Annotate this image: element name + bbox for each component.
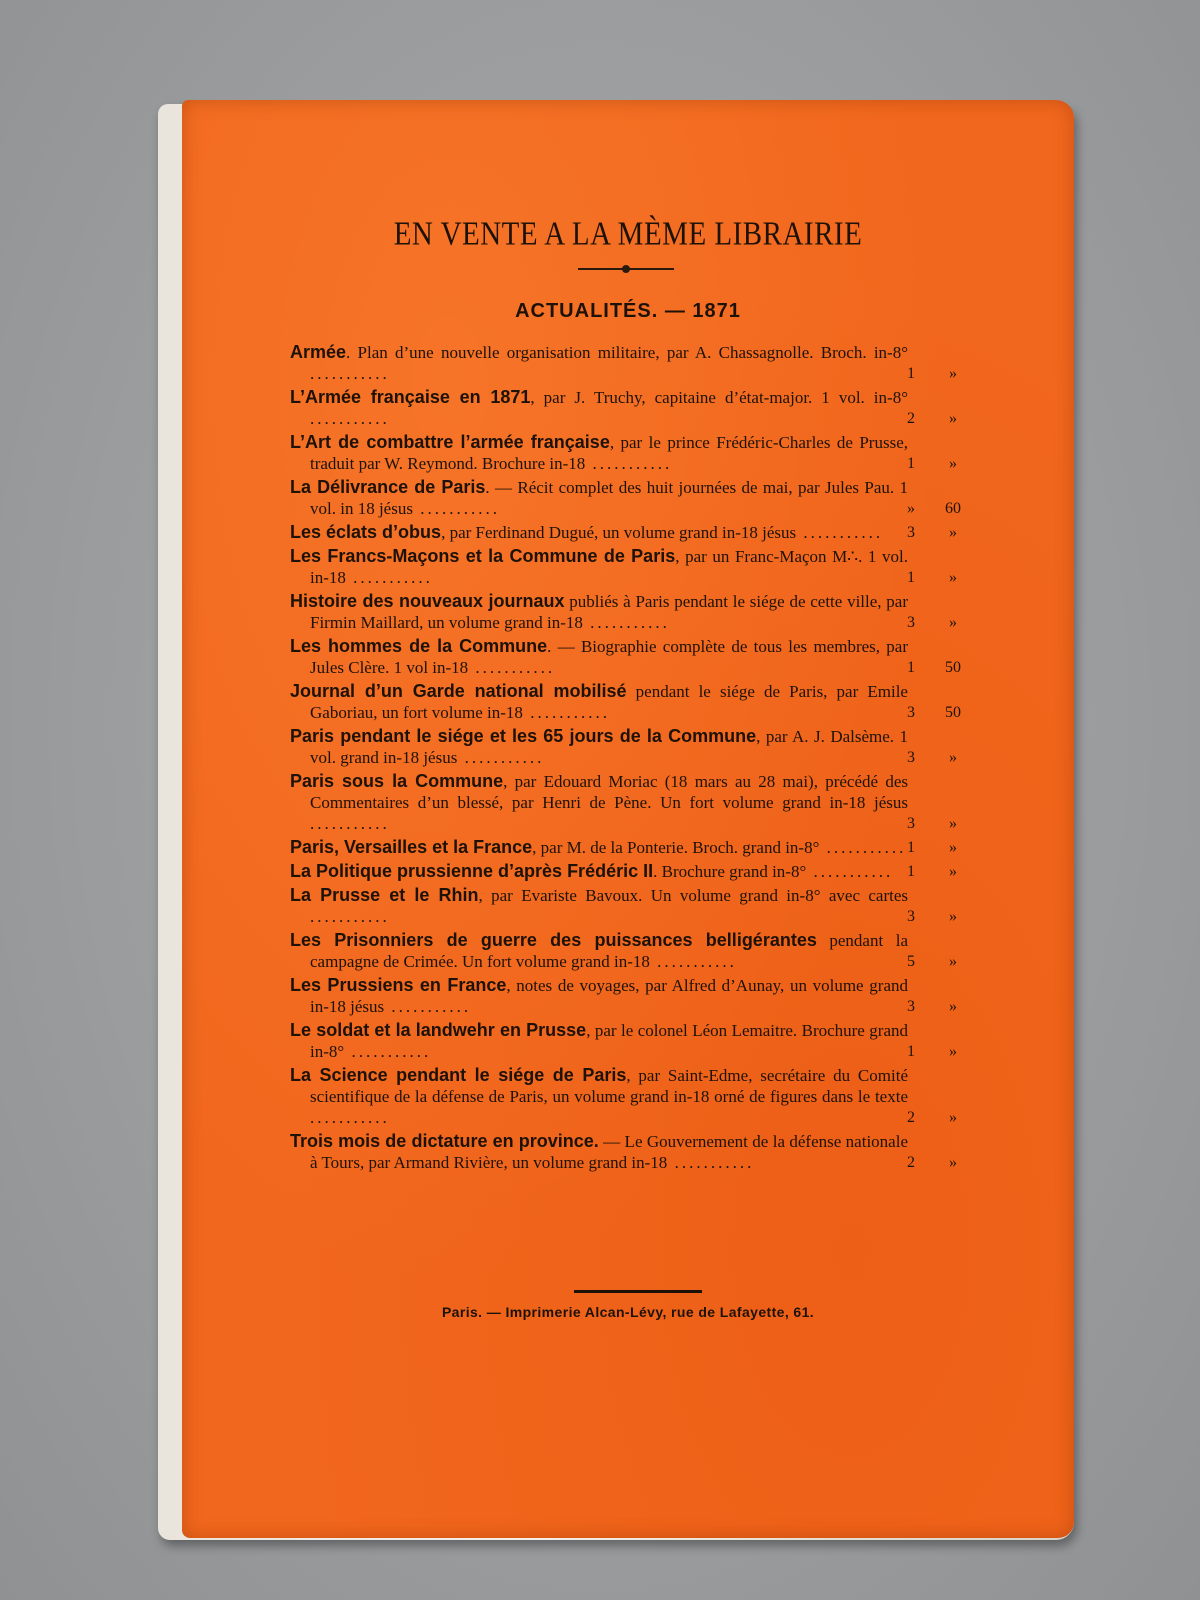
entry-description (290, 1020, 908, 1062)
entry-price (894, 453, 970, 474)
entry-description (290, 837, 908, 858)
entry-text: , par Evariste Bavoux. Un volume grand in-8° avec cartes (478, 886, 908, 905)
entry-price (894, 996, 970, 1017)
entry-text: pendant la campagne de Crimée. Un fort volume grand in-18 (310, 931, 908, 971)
leader-dots: ........... (384, 997, 472, 1016)
price-francs: 2 (907, 1154, 915, 1171)
entry-text: , par un Franc-Maçon M∴. 1 vol. in-18 (310, 547, 908, 587)
entry-price (894, 657, 970, 678)
entry-title: L’Armée française en 1871 (290, 387, 531, 407)
entry-description (290, 636, 908, 678)
price-francs: 1 (907, 365, 915, 382)
leader-dots: ........... (468, 658, 556, 677)
entry-text: , notes de voyages, par Alfred d’Aunay, un volume grand in-18 jésus (310, 976, 908, 1016)
entry-text: , par Saint-Edme, secrétaire du Comité scientifique de la défense de Paris, un volume grand in-18 orné de figures dans le texte (310, 1066, 908, 1106)
entry-price (894, 1152, 970, 1173)
entry-title: Le soldat et la landwehr en Prusse (290, 1020, 587, 1040)
price-centimes: » (949, 815, 957, 832)
price-francs: 3 (907, 704, 915, 721)
entry-title: Journal d’un Garde national mobilisé (290, 681, 627, 701)
entry-title: Paris pendant le siége et les 65 jours de la Commune (290, 726, 757, 746)
leader-dots: ........... (819, 838, 907, 857)
catalogue-entry (290, 930, 970, 972)
price-francs: » (907, 500, 915, 517)
leader-dots: ........... (522, 703, 610, 722)
entry-price (894, 1041, 970, 1062)
catalogue-entry (290, 1065, 970, 1128)
catalogue-entry (290, 387, 970, 429)
price-centimes: » (949, 749, 957, 766)
entry-title: Trois mois de dictature en province. (290, 1131, 599, 1151)
price-francs: 1 (907, 659, 915, 676)
printer-imprint: Paris. — Imprimerie Alcan-Lévy, rue de Lafayette, 61. (441, 1304, 815, 1320)
entry-text: — Le Gouvernement de la défense nationale à Tours, par Armand Rivière, un volume grand in-18 (310, 1132, 908, 1172)
leader-dots: ........... (310, 364, 390, 383)
entry-description (290, 1065, 908, 1128)
entry-text: , par Edouard Moriac (18 mars au 28 mai), précédé des Commentaires d’un blessé, par Henri de Pène. Un fort volume grand in-18 jésus (310, 772, 908, 812)
entry-text: , par M. de la Ponterie. Broch. grand in-8° (532, 838, 820, 857)
entry-price (894, 951, 970, 972)
entry-description (290, 930, 908, 972)
leader-dots: ........... (412, 499, 500, 518)
catalogue-entry (290, 591, 970, 633)
entry-text: . Plan d’une nouvelle organisation militaire, par A. Chassagnolle. Broch. in-8° (346, 343, 908, 362)
entry-description (290, 342, 908, 384)
entry-description (290, 387, 908, 429)
price-centimes: 50 (945, 704, 961, 721)
entry-title: Les Prisonniers de guerre des puissances belligérantes (290, 930, 817, 950)
entry-title: La Délivrance de Paris (290, 477, 486, 497)
book-back-cover (182, 100, 1074, 1538)
price-centimes: » (949, 524, 957, 541)
entry-description (290, 885, 908, 927)
leader-dots: ........... (310, 814, 390, 833)
entry-title: Les Prussiens en France (290, 975, 507, 995)
entry-price (894, 702, 970, 723)
catalogue-entry (290, 885, 970, 927)
leader-dots: ........... (585, 454, 673, 473)
price-francs: 3 (907, 524, 915, 541)
price-francs: 2 (907, 1109, 915, 1126)
price-centimes: » (949, 1154, 957, 1171)
catalogue-entry (290, 681, 970, 723)
entry-price (894, 813, 970, 834)
price-centimes: 60 (945, 500, 961, 517)
entry-description (290, 681, 908, 723)
price-centimes: » (949, 839, 957, 856)
entry-title: Paris sous la Commune (290, 771, 504, 791)
footer-rule (574, 1290, 702, 1293)
price-francs: 3 (907, 614, 915, 631)
price-centimes: » (949, 1109, 957, 1126)
entry-title: Armée (290, 342, 347, 362)
price-centimes: » (949, 998, 957, 1015)
entry-description (290, 771, 908, 834)
leader-dots: ........... (582, 613, 670, 632)
price-centimes: » (949, 410, 957, 427)
entry-price (894, 522, 970, 543)
entry-title: La Science pendant le siége de Paris (290, 1065, 627, 1085)
catalogue-entry (290, 522, 970, 543)
entry-title: Paris, Versailles et la France (290, 837, 533, 857)
leader-dots: ........... (344, 1042, 432, 1061)
catalogue-entry (290, 1020, 970, 1062)
entry-description (290, 591, 908, 633)
section-heading: ACTUALITÉS. — 1871 (515, 300, 741, 322)
price-francs: 5 (907, 953, 915, 970)
entry-description (290, 1131, 908, 1173)
price-francs: 1 (907, 1043, 915, 1060)
entry-text: . — Biographie complète de tous les membres, par Jules Clère. 1 vol in-18 (310, 637, 908, 677)
catalogue-entry (290, 861, 970, 882)
entry-text: , par A. J. Dalsème. 1 vol. grand in-18 jésus (310, 727, 908, 767)
entry-title: L’Art de combattre l’armée française (290, 432, 610, 452)
page-title: EN VENTE A LA MÈME LIBRAIRIE (393, 215, 863, 253)
catalogue-entry (290, 726, 970, 768)
entry-price (894, 837, 970, 858)
entry-text: publiés à Paris pendant le siége de cette ville, par Firmin Maillard, un volume grand in-18 (310, 592, 908, 632)
price-francs: 2 (907, 410, 915, 427)
catalogue-entry (290, 432, 970, 474)
entry-price (894, 408, 970, 429)
price-francs: 3 (907, 908, 915, 925)
leader-dots: ........... (667, 1153, 755, 1172)
entry-title: La Prusse et le Rhin (290, 885, 479, 905)
price-centimes: 50 (945, 659, 961, 676)
price-francs: 1 (907, 455, 915, 472)
catalogue-entry (290, 342, 970, 384)
entry-text: pendant le siége de Paris, par Emile Gaboriau, un fort volume in-18 (310, 682, 908, 722)
entry-title: Les hommes de la Commune (290, 636, 548, 656)
entry-price (894, 747, 970, 768)
entry-description (290, 726, 908, 768)
entry-price (894, 1107, 970, 1128)
entry-price (894, 498, 970, 519)
entry-text: , par Ferdinand Dugué, un volume grand in-18 jésus (441, 523, 797, 542)
catalogue-entry (290, 546, 970, 588)
entry-price (894, 906, 970, 927)
entry-price (894, 861, 970, 882)
cover-content (182, 100, 1074, 1538)
entry-title: La Politique prussienne d’après Frédéric II (290, 861, 654, 881)
entry-text: . — Récit complet des huit journées de mai, par Jules Pau. 1 vol. in 18 jésus (310, 478, 909, 518)
price-centimes: » (949, 863, 957, 880)
catalogue-entry (290, 477, 970, 519)
entry-price (894, 567, 970, 588)
leader-dots: ........... (310, 1108, 390, 1127)
price-centimes: » (949, 569, 957, 586)
catalogue-list (290, 342, 970, 1176)
price-francs: 3 (907, 815, 915, 832)
price-centimes: » (949, 455, 957, 472)
entry-description (290, 861, 908, 882)
leader-dots: ........... (457, 748, 545, 767)
ornamental-rule (578, 268, 674, 270)
price-francs: 1 (907, 569, 915, 586)
entry-title: Les Francs-Maçons et la Commune de Paris (290, 546, 676, 566)
entry-description (290, 546, 908, 588)
entry-text: , par J. Truchy, capitaine d’état-major. 1 vol. in-8° (530, 388, 908, 407)
catalogue-entry (290, 975, 970, 1017)
price-centimes: » (949, 365, 957, 382)
price-francs: 3 (907, 749, 915, 766)
price-francs: 1 (907, 863, 915, 880)
entry-description (290, 522, 908, 543)
entry-description (290, 432, 908, 474)
catalogue-entry (290, 771, 970, 834)
leader-dots: ........... (796, 523, 884, 542)
leader-dots: ........... (310, 907, 390, 926)
price-centimes: » (949, 908, 957, 925)
price-centimes: » (949, 1043, 957, 1060)
leader-dots: ........... (649, 952, 737, 971)
price-centimes: » (949, 953, 957, 970)
entry-description (290, 477, 908, 519)
entry-description (290, 975, 908, 1017)
catalogue-entry (290, 636, 970, 678)
catalogue-entry (290, 837, 970, 858)
entry-title: Les éclats d’obus (290, 522, 442, 542)
catalogue-entry (290, 1131, 970, 1173)
entry-title: Histoire des nouveaux journaux (290, 591, 565, 611)
entry-price (894, 363, 970, 384)
leader-dots: ........... (345, 568, 433, 587)
price-francs: 3 (907, 998, 915, 1015)
leader-dots: ........... (806, 862, 894, 881)
entry-text: , par le colonel Léon Lemaitre. Brochure grand in-8° (310, 1021, 908, 1061)
price-francs: 1 (907, 839, 915, 856)
entry-text: . Brochure grand in-8° (653, 862, 807, 881)
entry-text: , par le prince Frédéric-Charles de Prusse, traduit par W. Reymond. Brochure in-18 (310, 433, 908, 473)
price-centimes: » (949, 614, 957, 631)
leader-dots: ........... (310, 409, 390, 428)
entry-price (894, 612, 970, 633)
